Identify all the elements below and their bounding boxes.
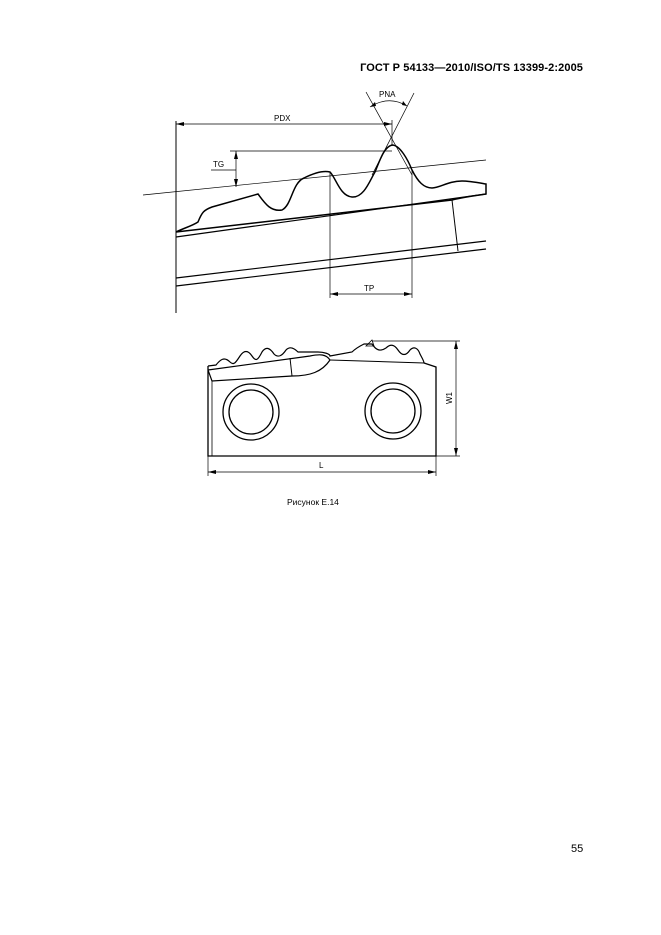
insert-body-outline	[208, 363, 436, 456]
mounting-hole-left-outer	[223, 384, 279, 440]
pdx-arrow-left	[176, 122, 184, 126]
page-number: 55	[571, 843, 584, 855]
insert-chipbreaker	[208, 355, 330, 381]
tp-arrow-right	[404, 292, 412, 296]
insert-edge-bottom	[176, 249, 486, 286]
mounting-hole-left-inner	[229, 390, 273, 434]
tg-label: TG	[213, 160, 225, 169]
insert-chipbreaker-divider	[290, 358, 292, 376]
w1-label: W1	[445, 392, 454, 404]
pna-arrow-right	[402, 101, 407, 106]
pdx-arrow-right	[384, 122, 392, 126]
pna-line-right	[372, 93, 414, 175]
insert-edge-lower	[176, 241, 486, 278]
thread-profile-drawing	[143, 90, 486, 313]
pdx-label: PDX	[274, 114, 291, 123]
pna-arrow-left	[370, 102, 376, 107]
insert-edge-right	[452, 200, 458, 251]
tooth-profile	[176, 145, 486, 232]
l-label: L	[319, 461, 324, 470]
mounting-hole-right-inner	[371, 389, 415, 433]
l-arrow-left	[208, 470, 216, 474]
tp-label: TP	[364, 284, 375, 293]
document-header: ГОСТ Р 54133—2010/ISO/TS 13399-2:2005	[360, 62, 583, 74]
mounting-hole-right-outer	[365, 383, 421, 439]
insert-edge-top	[176, 194, 486, 237]
w1-arrow-top	[454, 341, 458, 349]
pna-label: PNA	[379, 90, 396, 99]
w1-arrow-bottom	[454, 448, 458, 456]
tg-arrow-top	[234, 151, 238, 159]
tangent-line	[143, 160, 486, 195]
tp-arrow-left	[330, 292, 338, 296]
l-arrow-right	[428, 470, 436, 474]
insert-top-edge	[330, 360, 424, 363]
figure-caption: Рисунок Е.14	[287, 497, 339, 507]
insert-side-view	[208, 340, 460, 476]
